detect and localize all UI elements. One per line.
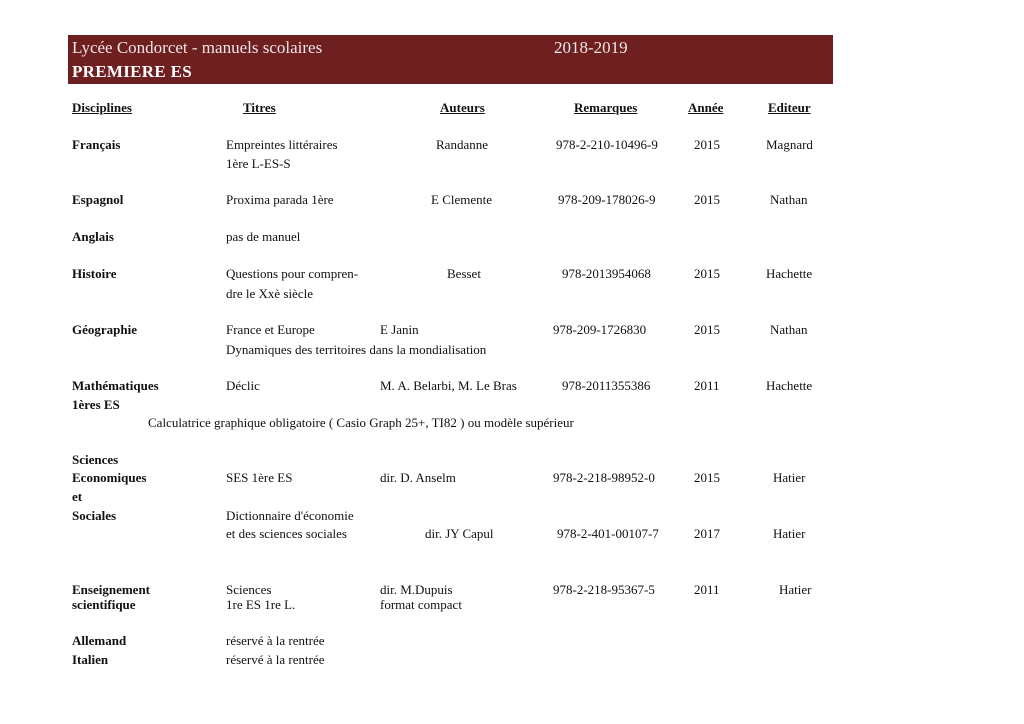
- class-title: PREMIERE ES: [72, 62, 192, 81]
- publisher-dictionnaire: Hatier: [773, 526, 806, 541]
- publisher-francais: Magnard: [766, 137, 813, 152]
- discipline-maths-line2: 1ères ES: [72, 397, 120, 412]
- col-header-discipline: Disciplines: [72, 100, 132, 115]
- year-ens-sci: 2011: [694, 582, 720, 597]
- title-francais-line2: 1ère L-ES-S: [226, 156, 291, 171]
- discipline-ses-line3: et: [72, 489, 83, 504]
- isbn-maths: 978-2011355386: [562, 378, 651, 393]
- year-francais: 2015: [694, 137, 720, 152]
- title-dictionnaire-line1: Dictionnaire d'économie: [226, 508, 354, 523]
- author-geographie: E Janin: [380, 322, 419, 337]
- isbn-geographie: 978-209-1726830: [553, 322, 647, 337]
- publisher-ens-sci: Hatier: [779, 582, 812, 597]
- title-ses: SES 1ère ES: [226, 470, 293, 485]
- col-header-remarks: Remarques: [574, 100, 638, 115]
- title-histoire-line2: dre le Xxè siècle: [226, 286, 313, 301]
- year-histoire: 2015: [694, 266, 720, 281]
- year-ses: 2015: [694, 470, 720, 485]
- isbn-dictionnaire: 978-2-401-00107-7: [557, 526, 659, 541]
- author-ens-sci-line2: format compact: [380, 597, 462, 612]
- discipline-italien: Italien: [72, 652, 109, 667]
- publisher-histoire: Hachette: [766, 266, 813, 281]
- title-dictionnaire-line2: et des sciences sociales: [226, 526, 347, 541]
- isbn-espagnol: 978-209-178026-9: [558, 192, 656, 207]
- col-header-publisher: Editeur: [768, 100, 811, 115]
- year-geographie: 2015: [694, 322, 720, 337]
- discipline-allemand: Allemand: [72, 633, 127, 648]
- year-espagnol: 2015: [694, 192, 720, 207]
- discipline-ses-line2: Economiques: [72, 470, 147, 485]
- isbn-histoire: 978-2013954068: [562, 266, 651, 281]
- author-espagnol: E Clemente: [431, 192, 493, 207]
- title-anglais: pas de manuel: [226, 229, 301, 244]
- year-dictionnaire: 2017: [694, 526, 720, 541]
- header-banner: [68, 35, 833, 84]
- discipline-ens-sci-line1: Enseignement: [72, 582, 150, 597]
- title-ens-sci-line2: 1re ES 1re L.: [226, 597, 296, 612]
- author-ses: dir. D. Anselm: [380, 470, 456, 485]
- year-maths: 2011: [694, 378, 720, 393]
- isbn-ses: 978-2-218-98952-0: [553, 470, 655, 485]
- discipline-geographie: Géographie: [72, 322, 137, 337]
- discipline-ens-sci-line2: scientifique: [72, 597, 136, 612]
- publisher-espagnol: Nathan: [770, 192, 808, 207]
- title-histoire-line1: Questions pour compren-: [226, 266, 359, 281]
- discipline-histoire: Histoire: [72, 266, 117, 281]
- title-geographie-line2: Dynamiques des territoires dans la mondialisation: [226, 342, 487, 357]
- discipline-maths-line1: Mathématiques: [72, 378, 159, 393]
- col-header-year: Année: [688, 100, 724, 115]
- discipline-espagnol: Espagnol: [72, 192, 124, 207]
- school-year: 2018-2019: [554, 38, 628, 57]
- author-histoire: Besset: [447, 266, 481, 281]
- school-title: Lycée Condorcet - manuels scolaires: [72, 38, 323, 57]
- author-francais: Randanne: [436, 137, 488, 152]
- discipline-ses-line1: Sciences: [72, 452, 119, 467]
- title-francais-line1: Empreintes littéraires: [226, 137, 338, 152]
- discipline-anglais: Anglais: [72, 229, 114, 244]
- col-header-title: Titres: [243, 100, 276, 115]
- discipline-ses-line4: Sociales: [72, 508, 117, 523]
- publisher-ses: Hatier: [773, 470, 806, 485]
- title-geographie-line1: France et Europe: [226, 322, 315, 337]
- author-ens-sci-line1: dir. M.Dupuis: [380, 582, 453, 597]
- title-maths: Déclic: [226, 378, 260, 393]
- discipline-francais: Français: [72, 137, 121, 152]
- author-dictionnaire: dir. JY Capul: [425, 526, 494, 541]
- publisher-geographie: Nathan: [770, 322, 808, 337]
- publisher-maths: Hachette: [766, 378, 813, 393]
- author-maths: M. A. Belarbi, M. Le Bras: [380, 378, 517, 393]
- title-italien: réservé à la rentrée: [226, 652, 325, 667]
- maths-calculator-note: Calculatrice graphique obligatoire ( Casio Graph 25+, TI82 ) ou modèle supérieur: [148, 415, 574, 430]
- isbn-francais: 978-2-210-10496-9: [556, 137, 658, 152]
- isbn-ens-sci: 978-2-218-95367-5: [553, 582, 655, 597]
- col-header-author: Auteurs: [440, 100, 485, 115]
- title-espagnol: Proxima parada 1ère: [226, 192, 334, 207]
- title-ens-sci-line1: Sciences: [226, 582, 272, 597]
- title-allemand: réservé à la rentrée: [226, 633, 325, 648]
